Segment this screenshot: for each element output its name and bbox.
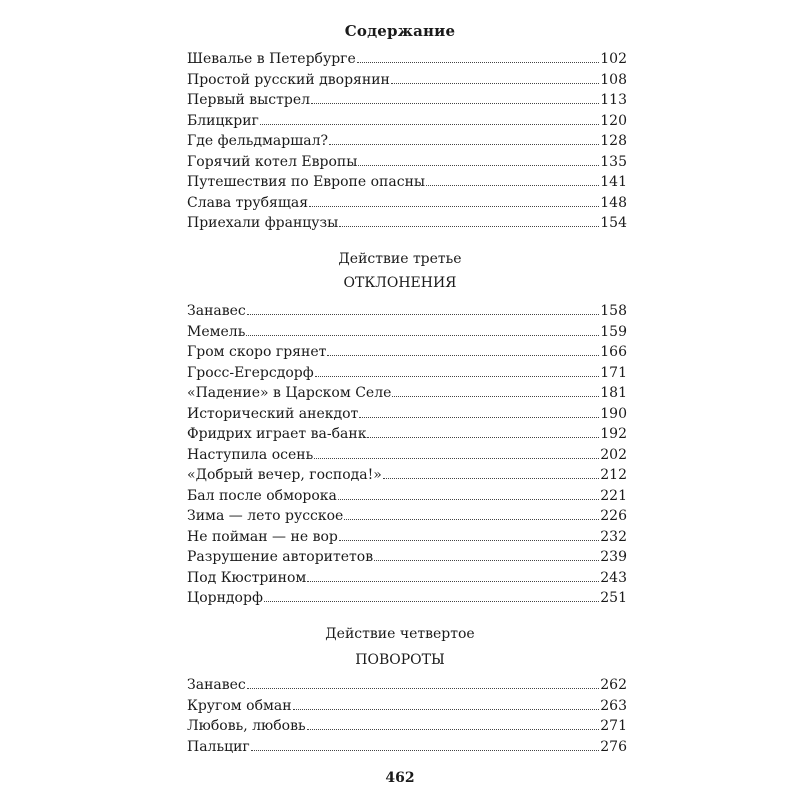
dot-leader <box>307 580 599 582</box>
toc-entry-page: 239 <box>600 549 627 565</box>
toc-entry-page: 113 <box>600 92 627 108</box>
toc-entry-page: 202 <box>600 446 627 463</box>
toc-entry <box>187 131 627 152</box>
act3-title: Действие третье <box>338 251 462 267</box>
toc-entry-title: Путешествия по Европе опасны <box>187 174 426 190</box>
toc-act3 <box>187 301 627 609</box>
toc-entry-title: Блицкриг <box>187 112 259 129</box>
toc-entry <box>187 445 627 466</box>
toc-entry <box>187 172 627 193</box>
toc-group-1 <box>187 49 627 234</box>
toc-entry <box>187 383 627 404</box>
dot-leader <box>367 436 599 438</box>
toc-entry-page: 190 <box>600 405 627 422</box>
toc-entry <box>187 90 627 111</box>
dot-leader <box>391 82 599 84</box>
toc-entry <box>187 193 627 214</box>
toc-entry <box>187 404 627 425</box>
dot-leader <box>338 498 599 500</box>
toc-entry-title: Шевалье в Петербурге <box>187 51 356 67</box>
toc-entry-title: Где фельдмаршал? <box>187 133 328 149</box>
toc-entry-page: 221 <box>600 487 627 504</box>
toc-entry-page: 108 <box>600 71 627 88</box>
toc-entry <box>187 716 627 737</box>
toc-entry-title: Наступила осень <box>187 446 314 463</box>
toc-entry-page: 120 <box>600 112 627 129</box>
toc-entry-page: 271 <box>600 718 627 734</box>
toc-entry-page: 171 <box>600 364 627 381</box>
toc-entry-title: Первый выстрел <box>187 92 311 108</box>
dot-leader <box>314 457 599 459</box>
toc-entry-title: Под Кюстрином <box>187 569 307 586</box>
toc-entry-title: Простой русский дворянин <box>187 71 390 88</box>
toc-entry <box>187 675 627 696</box>
toc-entry <box>187 568 627 589</box>
toc-entry-title: Цорндорф <box>187 590 263 606</box>
dot-leader <box>359 416 599 418</box>
toc-entry-title: Кругом обман <box>187 697 292 714</box>
toc-entry <box>187 301 627 322</box>
dot-leader <box>357 61 599 63</box>
dot-leader <box>247 687 600 689</box>
toc-entry-page: 158 <box>600 303 627 319</box>
toc-entry <box>187 342 627 363</box>
toc-entry-title: Пальциг <box>187 738 250 755</box>
dot-leader <box>344 518 599 520</box>
toc-entry <box>187 363 627 384</box>
toc-entry <box>187 213 627 234</box>
toc-entry <box>187 49 627 70</box>
toc-entry <box>187 588 627 609</box>
toc-entry <box>187 424 627 445</box>
dot-leader <box>327 354 599 356</box>
toc-entry-page: 154 <box>600 215 627 231</box>
toc-entry-page: 251 <box>600 590 627 606</box>
toc-entry-title: Занавес <box>187 677 246 693</box>
dot-leader <box>251 749 600 751</box>
dot-leader <box>358 164 599 166</box>
toc-entry <box>187 70 627 91</box>
toc-entry-page: 141 <box>600 174 627 190</box>
toc-entry <box>187 486 627 507</box>
dot-leader <box>311 102 599 104</box>
toc-entry-page: 128 <box>600 133 627 149</box>
toc-entry-title: Исторический анекдот <box>187 405 359 422</box>
dot-leader <box>264 600 599 602</box>
toc-entry-title: Бал после обморока <box>187 487 337 504</box>
toc-entry-page: 212 <box>600 467 627 483</box>
act4-title: Действие четвертое <box>325 626 475 642</box>
toc-entry <box>187 737 627 758</box>
dot-leader <box>247 313 600 315</box>
toc-entry <box>187 152 627 173</box>
toc-entry-title: Любовь, любовь <box>187 718 306 734</box>
page-title: Содержание <box>344 22 456 40</box>
dot-leader <box>426 184 599 186</box>
toc-entry-page: 243 <box>600 569 627 586</box>
toc-entry-title: «Падение» в Царском Селе <box>187 385 392 401</box>
toc-entry-title: «Добрый вечер, господа!» <box>187 467 382 483</box>
toc-entry <box>187 527 627 548</box>
dot-leader <box>307 728 600 730</box>
dot-leader <box>293 708 600 710</box>
dot-leader <box>260 123 599 125</box>
toc-entry-title: Мемель <box>187 323 246 340</box>
toc-entry-page: 102 <box>600 51 627 67</box>
toc-entry-page: 263 <box>600 697 627 714</box>
toc-entry-page: 232 <box>600 528 627 545</box>
toc-entry-page: 159 <box>600 323 627 340</box>
toc-entry <box>187 322 627 343</box>
dot-leader <box>246 334 599 336</box>
toc-entry-page: 276 <box>600 738 627 755</box>
toc-entry-page: 226 <box>600 508 627 524</box>
toc-entry-page: 181 <box>600 385 627 401</box>
toc-entry-title: Приехали французы <box>187 215 339 231</box>
toc-entry-title: Слава трубящая <box>187 194 309 211</box>
dot-leader <box>374 559 599 561</box>
toc-entry-page: 262 <box>600 677 627 693</box>
toc-entry <box>187 696 627 717</box>
dot-leader <box>383 477 599 479</box>
dot-leader <box>329 143 599 145</box>
toc-act4 <box>187 675 627 757</box>
page-number: 462 <box>385 770 415 786</box>
toc-entry-title: Гросс-Егерсдорф <box>187 364 314 381</box>
toc-entry <box>187 111 627 132</box>
toc-entry <box>187 506 627 527</box>
toc-entry-title: Гром скоро грянет <box>187 344 327 360</box>
toc-entry-page: 192 <box>600 426 627 442</box>
act3-subtitle: ОТКЛОНЕНИЯ <box>343 275 457 291</box>
toc-entry-title: Разрушение авторитетов <box>187 549 374 565</box>
dot-leader <box>309 205 599 207</box>
act4-subtitle: ПОВОРОТЫ <box>355 652 445 668</box>
toc-entry-title: Занавес <box>187 303 246 319</box>
toc-entry-page: 135 <box>600 153 627 170</box>
toc-entry <box>187 465 627 486</box>
toc-entry-title: Зима — лето русское <box>187 508 344 524</box>
dot-leader <box>315 375 600 377</box>
toc-entry-page: 166 <box>600 344 627 360</box>
toc-entry <box>187 547 627 568</box>
dot-leader <box>339 225 599 227</box>
toc-entry-title: Фридрих играет ва-банк <box>187 426 367 442</box>
toc-entry-title: Горячий котел Европы <box>187 153 358 170</box>
dot-leader <box>392 395 599 397</box>
toc-entry-title: Не пойман — не вор <box>187 528 338 545</box>
dot-leader <box>339 539 599 541</box>
toc-entry-page: 148 <box>600 194 627 211</box>
